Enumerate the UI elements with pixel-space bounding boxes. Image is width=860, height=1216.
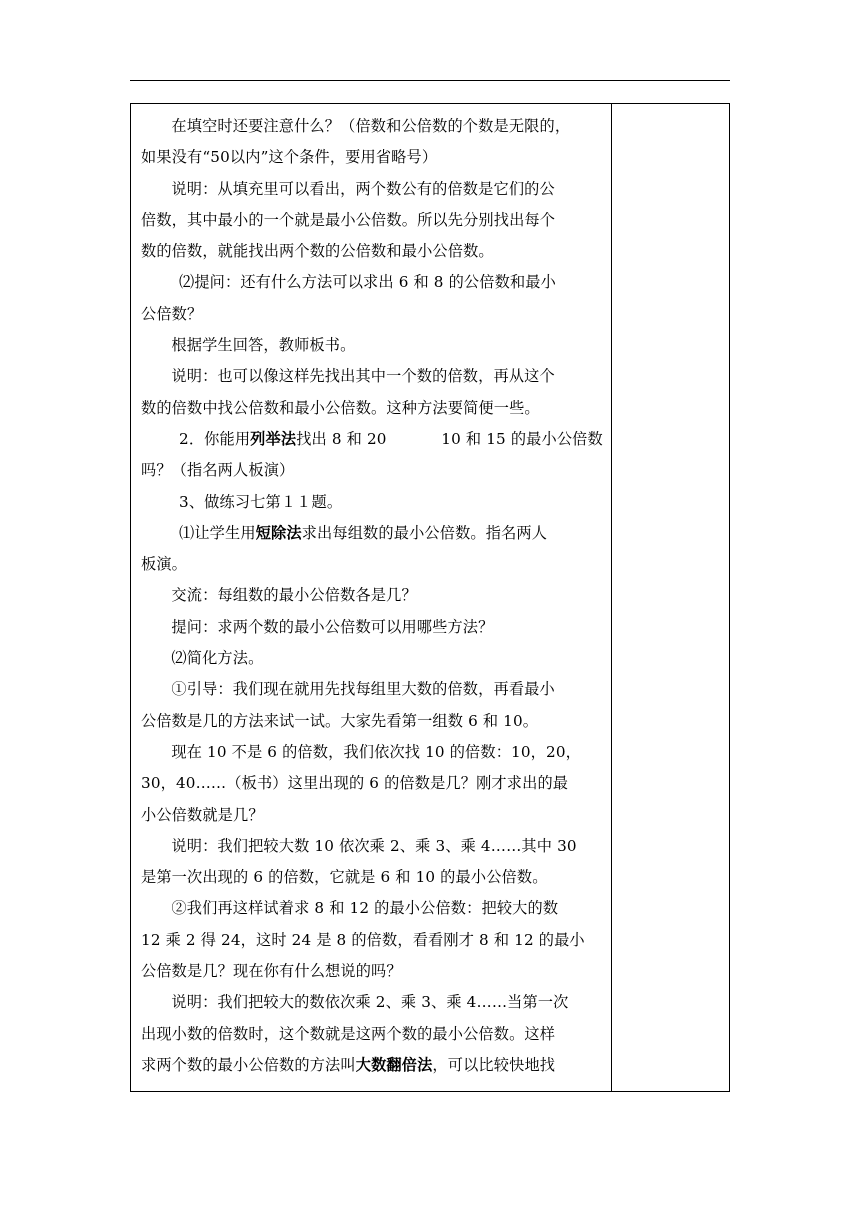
paragraph-note-fill: 在填空时还要注意什么？（倍数和公倍数的个数是无限的， 如果没有“50以内”这个条件，要用省略号）	[141, 117, 571, 167]
paragraph-explain-common-multiple: 说明：从填充里可以看出，两个数公有的倍数是它们的公 倍数，其中最小的一个就是最小公倍数。所以先分别找出每个 数的倍数，就能找出两个数的公倍数和最小公倍数。	[141, 179, 556, 261]
paragraph-multiples-of-ten: 现在 10 不是 6 的倍数，我们依次找 10 的倍数：10，20， 30，40……（板书）这里出现的 6 的倍数是几？刚才求出的最 小公倍数就是几？	[141, 742, 581, 824]
term-short-division: 短除法	[255, 523, 302, 542]
paragraph-eight-twelve: ②我们再这样试着求 8 和 12 的最小公倍数：把较大的数 12 乘 2 得 24，这时 24 是 8 的倍数，看看刚才 8 和 12 的最小 公倍数是几？现在你有什么想说的吗？	[141, 899, 585, 981]
lesson-table	[130, 103, 730, 1092]
paragraph-short-division: ⑴让学生用短除法求出每组数的最小公倍数。指名两人	[179, 523, 548, 542]
paragraph-exchange: 交流：每组数的最小公倍数各是几？	[171, 586, 417, 605]
paragraph-short-division-cont: 板演。	[141, 555, 188, 574]
term-listing-method: 列举法	[250, 429, 297, 448]
paragraph-board-writing: 根据学生回答，教师板书。	[171, 336, 356, 355]
paragraph-exercise: 3、做练习七第１１题。	[179, 492, 343, 511]
lesson-content	[141, 111, 605, 1081]
paragraph-question-ways: 提问：求两个数的最小公倍数可以用哪些方法？	[171, 617, 494, 636]
paragraph-explain-simpler: 说明：也可以像这样先找出其中一个数的倍数，再从这个 数的倍数中找公倍数和最小公倍数。这种方法要简便一些。	[141, 367, 555, 417]
paragraph-listing-method: 2．你能用列举法找出 8 和 20 10 和 15 的最小公倍数	[179, 429, 603, 448]
paragraph-explain-thirty: 说明：我们把较大数 10 依次乘 2、乘 3、乘 4……其中 30 是第一次出现的 6 的倍数，它就是 6 和 10 的最小公倍数。	[141, 836, 577, 887]
paragraph-question-method: ⑵提问：还有什么方法可以求出 6 和 8 的公倍数和最小	[179, 273, 556, 292]
term-doubling-method: 大数翻倍法	[355, 1055, 433, 1074]
column-divider	[611, 104, 612, 1091]
paragraph-doubling-method: 说明：我们把较大的数依次乘 2、乘 3、乘 4……当第一次 出现小数的倍数时，这个数就是这两个数的最小公倍数。这样 求两个数的最小公倍数的方法叫大数翻倍法，可以比较快地找	[141, 993, 569, 1074]
header-rule	[130, 80, 730, 81]
paragraph-guide: ①引导：我们现在就用先找每组里大数的倍数，再看最小 公倍数是几的方法来试一试。大家先看第一组数 6 和 10。	[141, 680, 555, 730]
paragraph-listing-method-cont: 吗？（指名两人板演）	[141, 461, 295, 480]
paragraph-simplify: ⑵简化方法。	[171, 649, 264, 668]
paragraph-question-method-cont: 公倍数？	[141, 304, 203, 323]
